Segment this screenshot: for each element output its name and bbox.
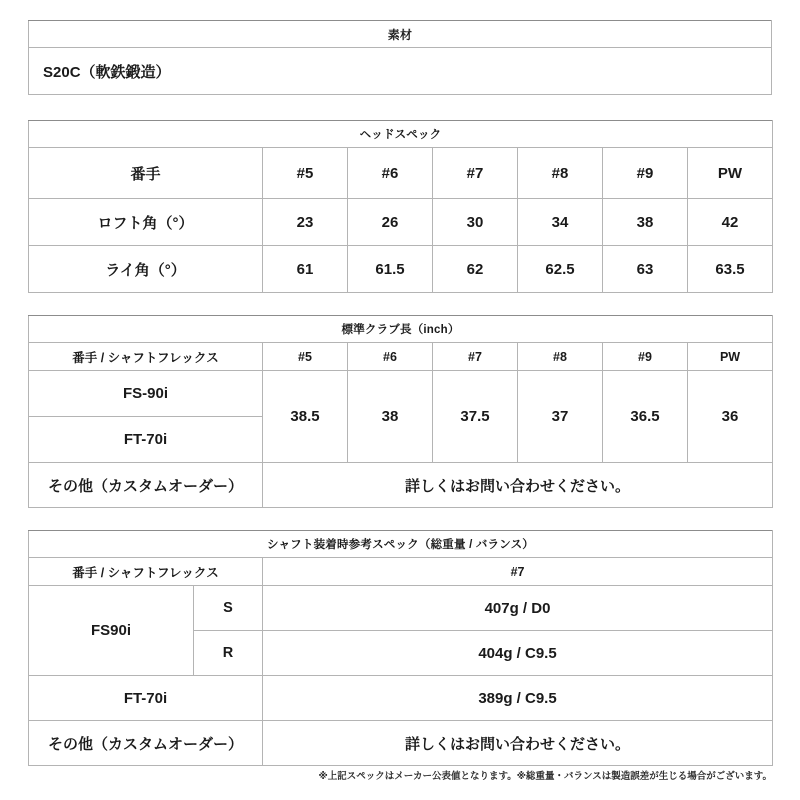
head-spec-column-5: #5 xyxy=(263,148,348,199)
lie-angle-value-6: 61.5 xyxy=(348,246,433,293)
shaft-spec-title-row xyxy=(29,531,773,558)
material-value: S20C（軟鉄鍛造） xyxy=(29,48,772,95)
club-length-value-5: 38.5 xyxy=(263,371,348,463)
shaft-flex-s-value: 407g / D0 xyxy=(263,586,773,631)
shaft-flex-label-ft70i: FT-70i xyxy=(29,417,263,463)
club-length-column-8: #8 xyxy=(518,343,603,371)
head-spec-column-7: #7 xyxy=(433,148,518,199)
shaft-spec-title: シャフト装着時参考スペック（総重量 / バランス） xyxy=(29,531,773,558)
material-table-header: 素材 xyxy=(29,21,772,48)
shaft-spec-column-7: #7 xyxy=(263,558,773,586)
shaft-flex-s-label: S xyxy=(194,586,263,631)
shaft-spec-value-ft70i: 389g / C9.5 xyxy=(263,676,773,721)
head-spec-column-9: #9 xyxy=(603,148,688,199)
head-spec-column-6: #6 xyxy=(348,148,433,199)
head-spec-title-row xyxy=(29,121,773,148)
club-length-column-7: #7 xyxy=(433,343,518,371)
head-spec-row-label-header: 番手 xyxy=(29,148,263,199)
head-spec-column-pw: PW xyxy=(688,148,773,199)
loft-angle-value-pw: 42 xyxy=(688,199,773,246)
shaft-spec-table xyxy=(28,530,773,766)
club-length-other-value: 詳しくはお問い合わせください。 xyxy=(263,463,773,508)
table-row xyxy=(29,199,773,246)
head-spec-column-8: #8 xyxy=(518,148,603,199)
table-row xyxy=(29,463,773,508)
club-length-title: 標準クラブ長（inch） xyxy=(29,316,773,343)
head-spec-column-header-row xyxy=(29,148,773,199)
material-header-row xyxy=(29,21,772,48)
table-row xyxy=(29,721,773,766)
table-row xyxy=(29,586,773,631)
club-length-column-header-row xyxy=(29,343,773,371)
shaft-spec-row-label-header: 番手 / シャフトフレックス xyxy=(29,558,263,586)
club-length-value-6: 38 xyxy=(348,371,433,463)
club-length-column-6: #6 xyxy=(348,343,433,371)
club-length-value-9: 36.5 xyxy=(603,371,688,463)
shaft-spec-other-value: 詳しくはお問い合わせください。 xyxy=(263,721,773,766)
club-length-column-5: #5 xyxy=(263,343,348,371)
shaft-spec-label-ft70i: FT-70i xyxy=(29,676,263,721)
loft-angle-value-9: 38 xyxy=(603,199,688,246)
loft-angle-value-6: 26 xyxy=(348,199,433,246)
spec-footnote: ※上記スペックはメーカー公表値となります。※総重量・バランスは製造誤差が生じる場合がございます。 xyxy=(318,771,772,782)
lie-angle-value-7: 62 xyxy=(433,246,518,293)
table-row xyxy=(29,371,773,417)
club-length-table xyxy=(28,315,773,508)
club-length-value-pw: 36 xyxy=(688,371,773,463)
club-length-value-7: 37.5 xyxy=(433,371,518,463)
shaft-spec-label-fs90i: FS90i xyxy=(29,586,194,676)
club-length-other-label: その他（カスタムオーダー） xyxy=(29,463,263,508)
club-length-column-9: #9 xyxy=(603,343,688,371)
material-table xyxy=(28,20,772,95)
head-spec-title: ヘッドスペック xyxy=(29,121,773,148)
table-row xyxy=(29,676,773,721)
shaft-flex-label-fs90i: FS-90i xyxy=(29,371,263,417)
head-spec-table xyxy=(28,120,773,293)
lie-angle-value-pw: 63.5 xyxy=(688,246,773,293)
lie-angle-value-5: 61 xyxy=(263,246,348,293)
shaft-flex-r-label: R xyxy=(194,631,263,676)
shaft-spec-column-header-row xyxy=(29,558,773,586)
club-length-row-label-header: 番手 / シャフトフレックス xyxy=(29,343,263,371)
table-row xyxy=(29,246,773,293)
loft-angle-value-5: 23 xyxy=(263,199,348,246)
shaft-spec-other-label: その他（カスタムオーダー） xyxy=(29,721,263,766)
loft-angle-value-8: 34 xyxy=(518,199,603,246)
club-length-column-pw: PW xyxy=(688,343,773,371)
lie-angle-label: ライ角（°） xyxy=(29,246,263,293)
club-length-title-row xyxy=(29,316,773,343)
loft-angle-value-7: 30 xyxy=(433,199,518,246)
material-value-row xyxy=(29,48,772,95)
lie-angle-value-9: 63 xyxy=(603,246,688,293)
club-length-value-8: 37 xyxy=(518,371,603,463)
loft-angle-label: ロフト角（°） xyxy=(29,199,263,246)
lie-angle-value-8: 62.5 xyxy=(518,246,603,293)
shaft-flex-r-value: 404g / C9.5 xyxy=(263,631,773,676)
